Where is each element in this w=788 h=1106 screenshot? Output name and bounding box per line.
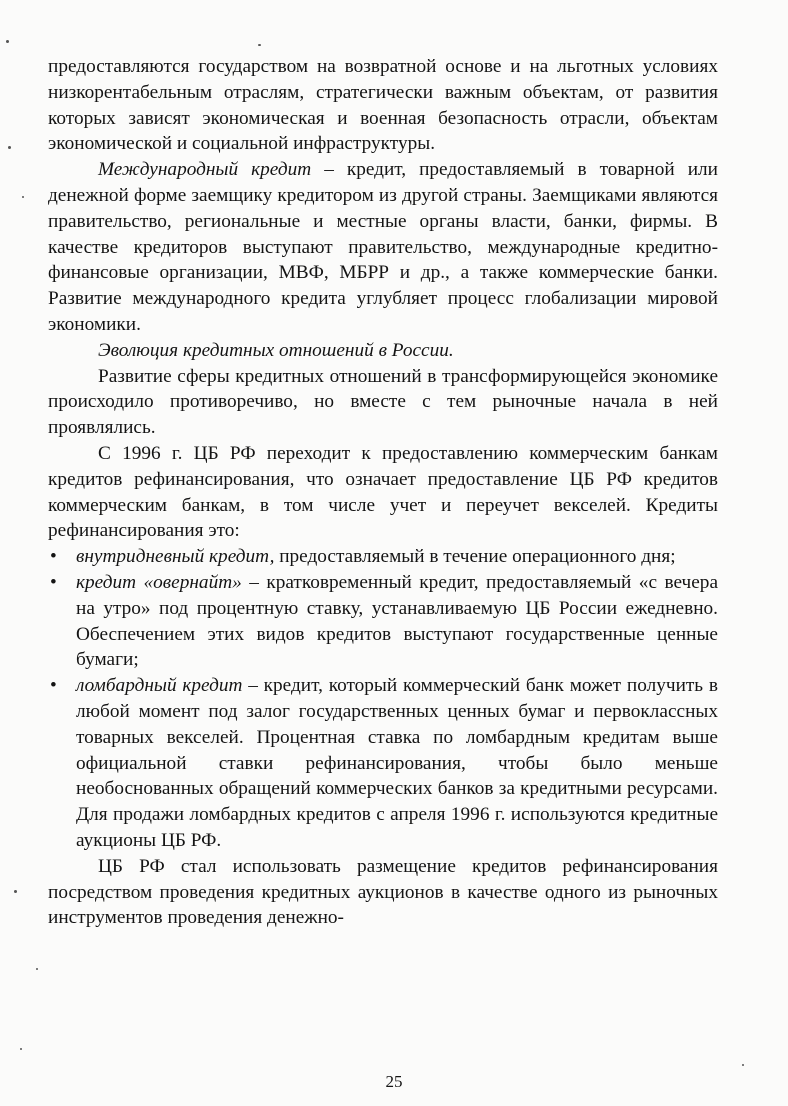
term-overnight-credit: кредит «овернайт» [76,571,242,593]
body-text [48,54,718,931]
refinancing-credit-list [48,544,718,854]
scan-speck [742,1064,744,1066]
paragraph-auctions: ЦБ РФ стал использовать размещение кредитов рефинансирования посредством проведения кредитных аукционов в качестве одного из рыночных инструментов проведения денежно- [48,855,718,929]
bullet-icon: • [50,571,57,593]
paragraph-international-credit [48,157,718,338]
page-number: 25 [385,1072,403,1091]
scan-speck [6,40,9,43]
scan-speck [36,968,38,970]
bullet-icon: • [50,675,57,697]
scan-speck [8,146,11,149]
term-international-credit: Международный кредит [98,159,312,181]
scan-speck [258,44,261,46]
overnight-credit-definition: – кратковременный кредит, предоставляемый «с вечера на утро» под процентную ставку, устанавливаемую ЦБ России ежедневно. Обеспечением этих видов кредитов выступают государственные ценные бумаги; [76,571,718,671]
paragraph-refinancing: С 1996 г. ЦБ РФ переходит к предоставлению коммерческим банкам кредитов рефинансирования, что означает предоставление ЦБ РФ кредитов коммерческим банкам, в том числе учет и переучет векселей. Кредиты рефинансирования это: [48,442,718,542]
paragraph-development: Развитие сферы кредитных отношений в трансформирующейся экономике происходило противоречиво, но вместе с тем рыночные начала в ней проявлялись. [48,365,718,439]
section-heading-evolution: Эволюция кредитных отношений в России. [98,339,454,361]
scan-speck [14,890,17,893]
paragraph-intro-continuation: предоставляются государством на возвратной основе и на льготных условиях низкорентабельным отраслям, стратегически важным объектам, от развития которых зависят экономическая и военная безопасность отрасли, объектам экономической и социальной инфраструктуры. [48,56,718,155]
international-credit-definition: – кредит, предоставляемый в товарной или денежной форме заемщику кредитором из другой страны. Заемщиками являются правительство, региональные и местные органы власти, банки, фирмы. В качестве кредиторов выступают правительство, международные кредитно-финансовые организации, МВФ, МБРР и др., а также коммерческие банки. Развитие международного кредита углубляет процесс глобализации мировой экономики. [48,159,718,335]
scan-speck [22,196,24,198]
bullet-icon: • [50,546,57,568]
list-item-intraday-credit [48,544,718,570]
term-lombard-credit: ломбардный кредит [76,675,243,697]
scan-speck [20,1048,22,1050]
list-item-overnight-credit [48,570,718,673]
list-item-lombard-credit [48,673,718,854]
lombard-credit-definition: – кредит, который коммерческий банк может получить в любой момент под залог государственных ценных бумаг и первоклассных товарных векселей. Процентная ставка по ломбардным кредитам выше официальной ставки рефинансирования, чтобы было меньше необоснованных обращений коммерческих банков за кредитными ресурсами. Для продажи ломбардных кредитов с апреля 1996 г. используются кредитные аукционы ЦБ РФ. [76,675,718,851]
term-intraday-credit: внутридневный кредит, [76,546,275,568]
intraday-credit-definition: предоставляемый в течение операционного дня; [274,546,676,568]
